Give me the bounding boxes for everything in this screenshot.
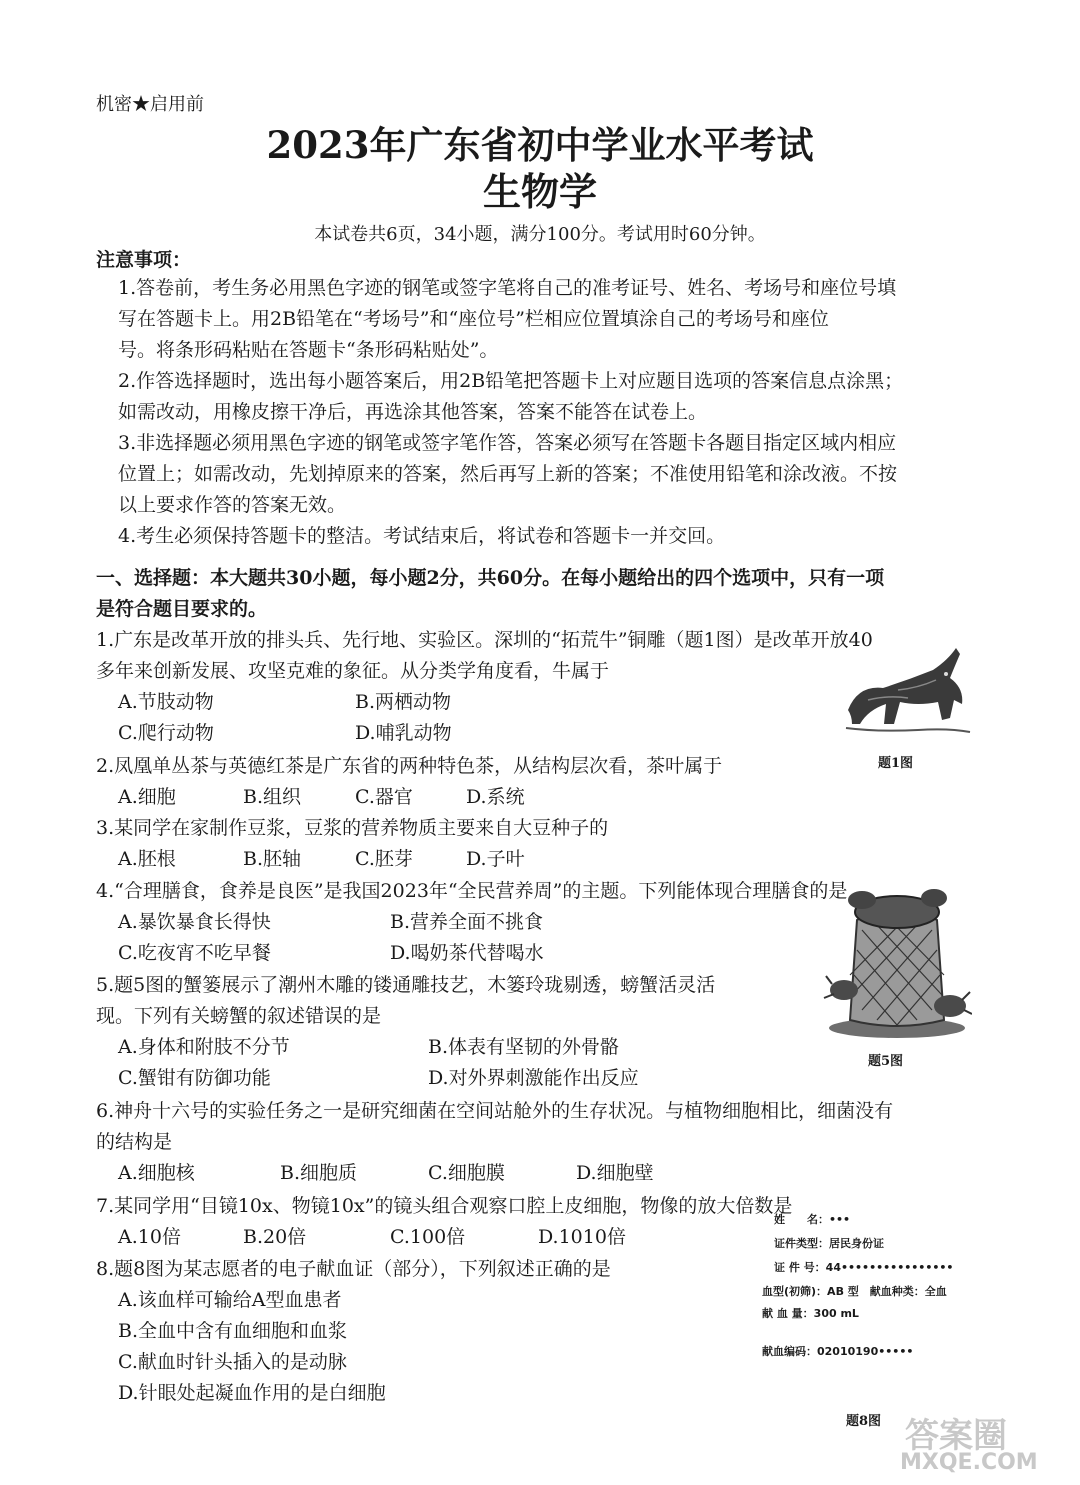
question-7-stem: 7.某同学用“目镜10x、物镜10x”的镜头组合观察口腔上皮细胞，物像的放大倍数是 <box>96 1195 793 1217</box>
option-a: A.身体和附肢不分节 <box>118 1036 290 1058</box>
note-line: 以上要求作答的答案无效。 <box>118 494 347 516</box>
option-d: D.哺乳动物 <box>355 722 452 744</box>
donor-id-type: 证件类型：居民身份证 <box>774 1237 884 1250</box>
option-b: B.细胞质 <box>280 1162 358 1184</box>
option-b: B.营养全面不挑食 <box>390 911 544 933</box>
figure-1-caption: 题1图 <box>878 756 914 771</box>
note-line: 如需改动，用橡皮擦干净后，再选涂其他答案，答案不能答在试卷上。 <box>118 401 708 423</box>
question-1-stem: 1.广东是改革开放的排头兵、先行地、实验区。深圳的“拓荒牛”铜雕（题1图）是改革开放40 <box>96 629 873 651</box>
option-b: B.全血中含有血细胞和血浆 <box>118 1320 348 1342</box>
bull-sculpture-image <box>838 640 978 740</box>
figure-1-bull-sculpture <box>838 640 978 740</box>
exam-subject: 生物学 <box>482 169 597 214</box>
question-2-stem: 2.凤凰单丛茶与英德红茶是广东省的两种特色茶，从结构层次看，茶叶属于 <box>96 755 723 777</box>
option-b: B.体表有坚韧的外骨骼 <box>428 1036 620 1058</box>
note-line: 1.答卷前，考生务必用黑色字迹的钢笔或签字笔将自己的准考证号、姓名、考场号和座位号填 <box>118 277 897 299</box>
option-d: D.子叶 <box>466 848 525 870</box>
option-c: C.吃夜宵不吃早餐 <box>118 942 271 964</box>
note-line: 写在答题卡上。用2B铅笔在“考场号”和“座位号”栏相应位置填涂自己的考场号和座位 <box>118 308 829 330</box>
donor-blood-type: 血型(初筛)：AB 型 献血种类：全血 <box>762 1285 947 1298</box>
option-b: B.组织 <box>243 786 302 808</box>
option-c: C.器官 <box>355 786 413 808</box>
question-4-stem: 4.“合理膳食，食养是良医”是我国2023年“全民营养周”的主题。下列能体现合理膳食的是 <box>96 880 848 902</box>
option-a: A.胚根 <box>118 848 176 870</box>
option-c: C.100倍 <box>390 1226 466 1248</box>
donation-code: 献血编码：02010190••••• <box>762 1345 914 1358</box>
donor-name: 姓 名：••• <box>774 1213 851 1226</box>
option-a: A.该血样可输给A型血患者 <box>118 1289 342 1311</box>
section-heading: 一、选择题：本大题共30小题，每小题2分，共60分。在每小题给出的四个选项中，只有一项 <box>96 567 885 589</box>
option-b: B.两栖动物 <box>355 691 452 713</box>
option-d: D.针眼处起凝血作用的是白细胞 <box>118 1382 386 1404</box>
option-a: A.节肢动物 <box>118 691 214 713</box>
option-d: D.喝奶茶代替喝水 <box>390 942 544 964</box>
question-8-stem: 8.题8图为某志愿者的电子献血证（部分），下列叙述正确的是 <box>96 1258 611 1280</box>
option-c: C.细胞膜 <box>428 1162 505 1184</box>
question-6-stem: 6.神舟十六号的实验任务之一是研究细菌在空间站舱外的生存状况。与植物细胞相比，细菌没有 <box>96 1100 894 1122</box>
option-c: C.胚芽 <box>355 848 413 870</box>
note-line: 4.考生必须保持答题卡的整洁。考试结束后，将试卷和答题卡一并交回。 <box>118 525 726 547</box>
question-1-stem-cont: 多年来创新发展、攻坚克难的象征。从分类学角度看，牛属于 <box>96 660 610 682</box>
option-b: B.胚轴 <box>243 848 302 870</box>
option-a: A.10倍 <box>118 1226 181 1248</box>
question-5-stem-cont: 现。下列有关螃蟹的叙述错误的是 <box>96 1005 382 1027</box>
note-line: 3.非选择题必须用黑色字迹的钢笔或签字笔作答，答案必须写在答题卡各题目指定区域内相应 <box>118 432 897 454</box>
option-d: D.系统 <box>466 786 525 808</box>
question-6-stem-cont: 的结构是 <box>96 1131 173 1153</box>
note-line: 位置上；如需改动，先划掉原来的答案，然后再写上新的答案；不准使用铅笔和涂改液。不按 <box>118 463 898 485</box>
figure-8-donation-certificate <box>762 1205 980 1395</box>
notes-heading: 注意事项： <box>96 249 192 271</box>
option-a: A.细胞核 <box>118 1162 195 1184</box>
watermark-url: MXQE.COM <box>900 1450 1038 1475</box>
donation-volume: 献 血 量：300 mL <box>762 1307 859 1320</box>
option-c: C.爬行动物 <box>118 722 214 744</box>
question-5-stem: 5.题5图的蟹篓展示了潮州木雕的镂通雕技艺，木篓玲珑剔透，螃蟹活灵活 <box>96 974 716 996</box>
option-d: D.细胞壁 <box>576 1162 654 1184</box>
confidential-label: 机密★启用前 <box>96 94 204 115</box>
option-d: D.对外界刺激能作出反应 <box>428 1067 639 1089</box>
option-a: A.暴饮暴食长得快 <box>118 911 271 933</box>
donor-id-number: 证 件 号：44•••••••••••••••• <box>774 1261 954 1274</box>
note-line: 2.作答选择题时，选出每小题答案后，用2B铅笔把答题卡上对应题目选项的答案信息点涂黑； <box>118 370 904 392</box>
option-a: A.细胞 <box>118 786 176 808</box>
note-line: 号。将条形码粘贴在答题卡“条形码粘贴处”。 <box>118 339 499 361</box>
section-heading-cont: 是符合题目要求的。 <box>96 598 268 620</box>
figure-5-caption: 题5图 <box>868 1054 904 1069</box>
option-c: C.蟹钳有防御功能 <box>118 1067 271 1089</box>
watermark-logo: 答案圈 <box>905 1416 1007 1456</box>
option-d: D.1010倍 <box>538 1226 626 1248</box>
option-b: B.20倍 <box>243 1226 307 1248</box>
figure-5-crab-basket <box>822 880 972 1040</box>
question-3-stem: 3.某同学在家制作豆浆，豆浆的营养物质主要来自大豆种子的 <box>96 817 609 839</box>
exam-title: 2023年广东省初中学业水平考试 <box>266 123 814 167</box>
crab-basket-image <box>822 880 972 1040</box>
exam-info: 本试卷共6页，34小题，满分100分。考试用时60分钟。 <box>314 224 766 245</box>
option-c: C.献血时针头插入的是动脉 <box>118 1351 347 1373</box>
figure-8-caption: 题8图 <box>846 1414 882 1429</box>
